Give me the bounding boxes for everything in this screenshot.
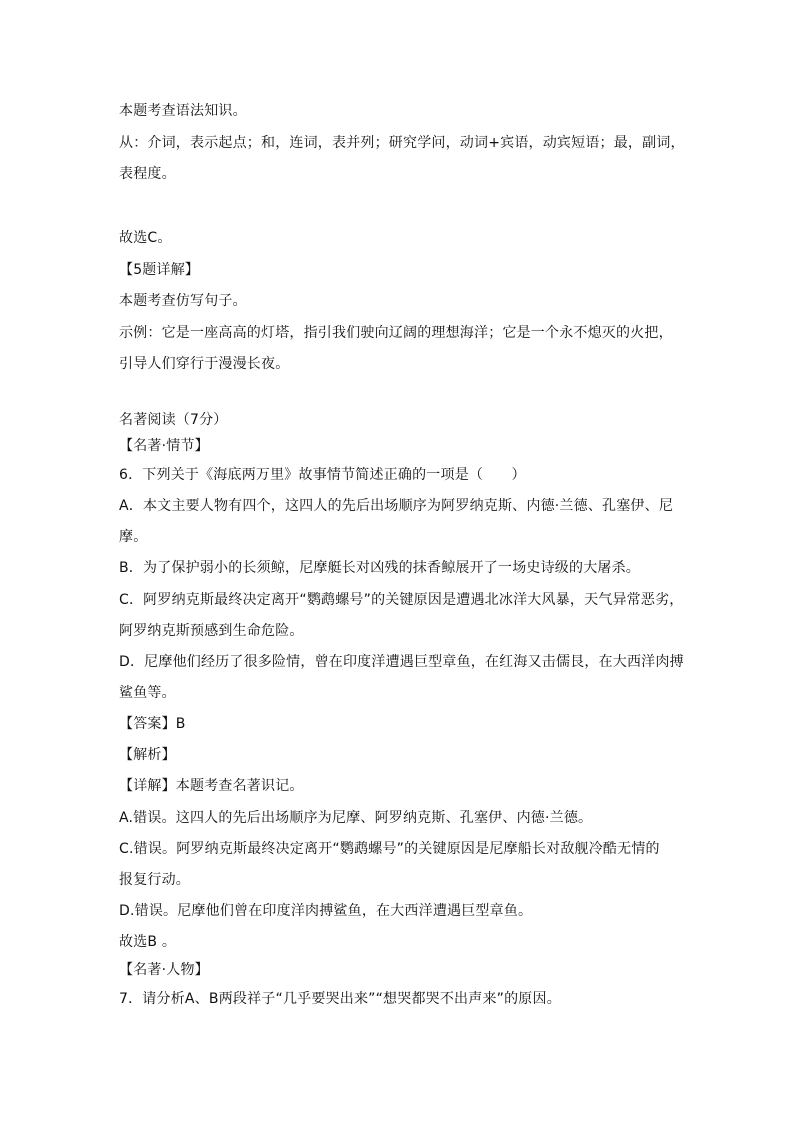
q7-stem: 7．请分析A、B两段祥子“几乎要哭出来”“想哭都哭不出声来”的原因。 [119, 991, 561, 1007]
s4-line-2: 从：介词，表示起点；和，连词，表并列；研究学问，动词+宾语，动宾短语；最，副词， [119, 135, 685, 151]
q6-explain-c-line-2: 报复行动。 [119, 872, 190, 888]
q6-detail: 【详解】本题考查名著识记。 [119, 778, 304, 794]
character-tag: 【名著·人物】 [119, 962, 209, 978]
q6-stem: 6．下列关于《海底两万里》故事情节简述正确的一项是（ ） [119, 467, 526, 483]
reading-title: 名著阅读（7分） [119, 412, 228, 428]
q6-explain-d: D.错误。尼摩他们曾在印度洋肉搏鲨鱼，在大西洋遭遇巨型章鱼。 [119, 903, 533, 919]
q6-option-a-line-2: 摩。 [119, 529, 148, 545]
q6-option-a-line-1: A．本文主要人物有四个，这四人的先后出场顺序为阿罗纳克斯、内德·兰德、孔塞伊、尼 [119, 498, 674, 514]
q6-option-c-line-1: C．阿罗纳克斯最终决定离开“鹦鹉螺号”的关键原因是遭遇北冰洋大风暴，天气异常恶劣， [119, 592, 684, 608]
s5-line-1: 本题考查仿写句子。 [119, 293, 247, 309]
q6-analysis-tag: 【解析】 [119, 747, 176, 763]
q6-answer: 【答案】B [119, 716, 186, 732]
s4-line-1: 本题考查语法知识。 [119, 103, 247, 119]
s5-line-2: 示例：它是一座高高的灯塔，指引我们驶向辽阔的理想海洋；它是一个永不熄灭的火把， [119, 325, 673, 341]
q6-choice: 故选B 。 [119, 934, 177, 950]
q6-explain-a: A.错误。这四人的先后出场顺序为尼摩、阿罗纳克斯、孔塞伊、内德·兰德。 [119, 810, 593, 826]
q6-explain-c-line-1: C.错误。阿罗纳克斯最终决定离开“鹦鹉螺号”的关键原因是尼摩船长对敌舰冷酷无情的 [119, 841, 660, 857]
s5-heading: 【5题详解】 [119, 262, 200, 278]
q6-option-b: B．为了保护弱小的长须鲸，尼摩艇长对凶残的抹香鲸展开了一场史诗级的大屠杀。 [119, 560, 641, 576]
q6-option-d-line-1: D．尼摩他们经历了很多险情，曾在印度洋遭遇巨型章鱼，在红海又击儒艮，在大西洋肉搏 [119, 654, 684, 670]
q6-option-c-line-2: 阿罗纳克斯预感到生命危险。 [119, 623, 304, 639]
plot-tag: 【名著·情节】 [119, 438, 209, 454]
s5-line-3: 引导人们穿行于漫漫长夜。 [119, 356, 290, 372]
q6-option-d-line-2: 鲨鱼等。 [119, 685, 176, 701]
s4-choice: 故选C。 [119, 230, 172, 246]
s4-line-3: 表程度。 [119, 166, 176, 182]
